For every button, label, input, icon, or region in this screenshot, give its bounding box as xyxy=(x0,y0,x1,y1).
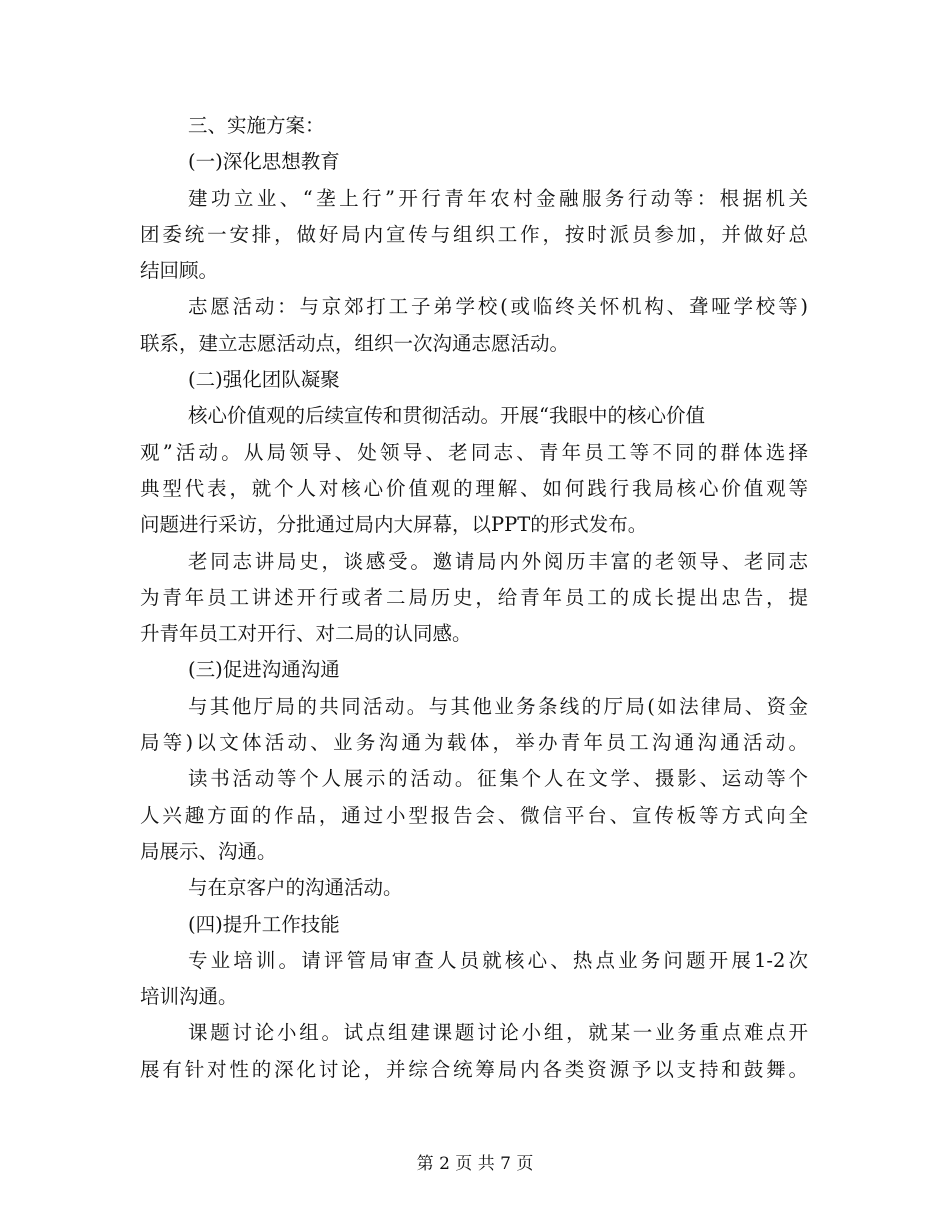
subsection-heading: (四)提升工作技能 xyxy=(188,912,340,936)
paragraph-line: 核心价值观的后续宣传和贯彻活动。开展“我眼中的核心价值 xyxy=(188,404,705,428)
section-heading: 三、实施方案： xyxy=(188,114,325,137)
paragraph-line: 典型代表，就个人对核心价值观的理解、如何践行我局核心价值观等 xyxy=(140,476,808,500)
paragraph-line: 结回顾。 xyxy=(140,259,219,283)
paragraph-line: 观”活动。从局领导、处领导、老同志、青年员工等不同的群体选择 xyxy=(140,440,808,464)
document-body xyxy=(140,108,808,1088)
paragraph-line: 问题进行采访，分批通过局内大屏幕，以PPT的形式发布。 xyxy=(140,513,648,537)
paragraph-line: 老同志讲局史，谈感受。邀请局内外阅历丰富的老领导、老同志 xyxy=(188,549,808,573)
paragraph-line: 培训沟通。 xyxy=(140,985,238,1009)
paragraph-line: 与其他厅局的共同活动。与其他业务条线的厅局(如法律局、资金 xyxy=(188,694,808,718)
paragraph-line: 为青年员工讲述开行或者二局历史，给青年员工的成长提出忠告，提 xyxy=(140,585,808,609)
paragraph-line: 课题讨论小组。试点组建课题讨论小组，就某一业务重点难点开 xyxy=(188,1021,808,1045)
paragraph-line: 志愿活动：与京郊打工子弟学校(或临终关怀机构、聋哑学校等) xyxy=(188,295,808,319)
paragraph-line: 建功立业、“垄上行”开行青年农村金融服务行动等：根据机关 xyxy=(188,186,808,210)
paragraph-line: 联系，建立志愿活动点，组织一次沟通志愿活动。 xyxy=(140,331,570,355)
paragraph-line: 专业培训。请评管局审查人员就核心、热点业务问题开展1-2次 xyxy=(188,948,808,972)
paragraph-line: 与在京客户的沟通活动。 xyxy=(188,876,403,900)
subsection-heading: (三)促进沟通沟通 xyxy=(188,658,340,682)
paragraph-line: 局展示、沟通。 xyxy=(140,839,277,863)
subsection-heading: (一)深化思想教育 xyxy=(188,150,340,174)
page-number: 第 2 页 共 7 页 xyxy=(416,1154,534,1174)
subsection-heading: (二)强化团队凝聚 xyxy=(188,368,340,392)
paragraph-line: 展有针对性的深化讨论，并综合统筹局内各类资源予以支持和鼓舞。 xyxy=(140,1057,808,1081)
paragraph-line: 团委统一安排，做好局内宣传与组织工作，按时派员参加，并做好总 xyxy=(140,222,808,246)
paragraph-line: 升青年员工对开行、对二局的认同感。 xyxy=(140,622,472,646)
paragraph-line: 人兴趣方面的作品，通过小型报告会、微信平台、宣传板等方式向全 xyxy=(140,803,808,827)
paragraph-line: 局等)以文体活动、业务沟通为载体，举办青年员工沟通沟通活动。 xyxy=(140,731,808,755)
paragraph-line: 读书活动等个人展示的活动。征集个人在文学、摄影、运动等个 xyxy=(188,767,808,791)
